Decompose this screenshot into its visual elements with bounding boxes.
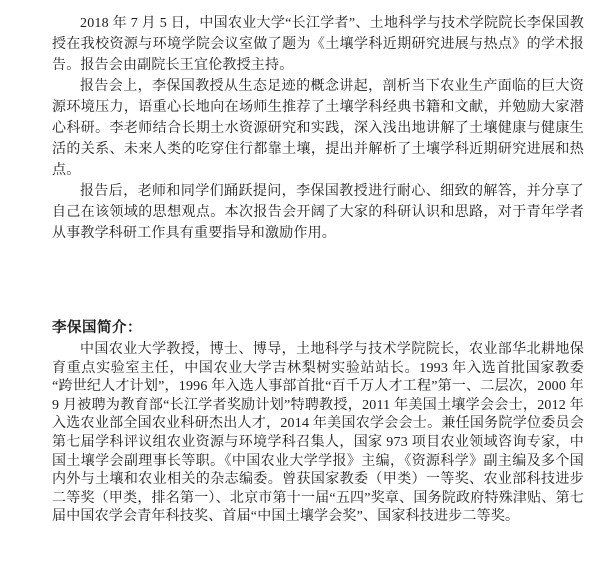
profile-heading: 李保国简介： — [52, 320, 142, 336]
report-paragraph-3: 报告后，老师和同学们踊跃提问，李保国教授进行耐心、细致的解答，并分享了自己在该领域的思想观点。本次报告会开阔了大家的科研认识和思路，对于青年学者从事教学科研工作具有重要指导和激励作用。 — [52, 184, 584, 241]
profile-section — [52, 318, 584, 527]
report-paragraph-1: 2018 年 7 月 5 日，中国农业大学“长江学者”、土地科学与技术学院院长李保国教授在我校资源与环境学院会议室做了题为《土壤学科近期研究进展与热点》的学术报告。报告会由副院长王宜伦教授主持。 — [52, 16, 584, 73]
report-paragraph-2: 报告会上，李保国教授从生态足迹的概念讲起，剖析当下农业生产面临的巨大资源环境压力，语重心长地向在场师生推荐了土壤学科经典书籍和文献，并勉励大家潜心科研。李老师结合长期土水资源研究和实践，深入浅出地讲解了土壤健康与健康生活的关系、未来人类的吃穿住行都靠土壤，提出并解析了土壤学科近期研究进展和热点。 — [52, 79, 584, 178]
report-section — [52, 13, 584, 244]
profile-body-paragraph: 中国农业大学教授，博士、博导，土地科学与技术学院院长，农业部华北耕地保育重点实验室主任，中国农业大学吉林梨树实验站站长。1993 年入选首批国家教委“跨世纪人才计划”，1996 年入选人事部首批“百千万人才工程”第一、二层次，2000 年 9 月被聘为教育部“长江学者奖励计划”特聘教授，2011 年美国土壤学会会士，2012 年入选农业部全国农业科研杰出人才，2014 年美国农学会会士。兼任国务院学位委员会第七届学科评议组农业资源与环境学科召集人，国家 973 项目农业领域咨询专家，中国土壤学会副理事长等职。《中国农业大学学报》主编，《资源科学》副主编及多个国内外与土壤和农业相关的杂志编委。曾获国家教委（甲类）一等奖、农业部科技进步二等奖（甲类，排名第一）、北京市第十一届“五四”奖章、国务院政府特殊津贴、第七届中国农学会青年科技奖、首届“中国土壤学会奖”、国家科技进步二等奖。 — [52, 342, 584, 525]
